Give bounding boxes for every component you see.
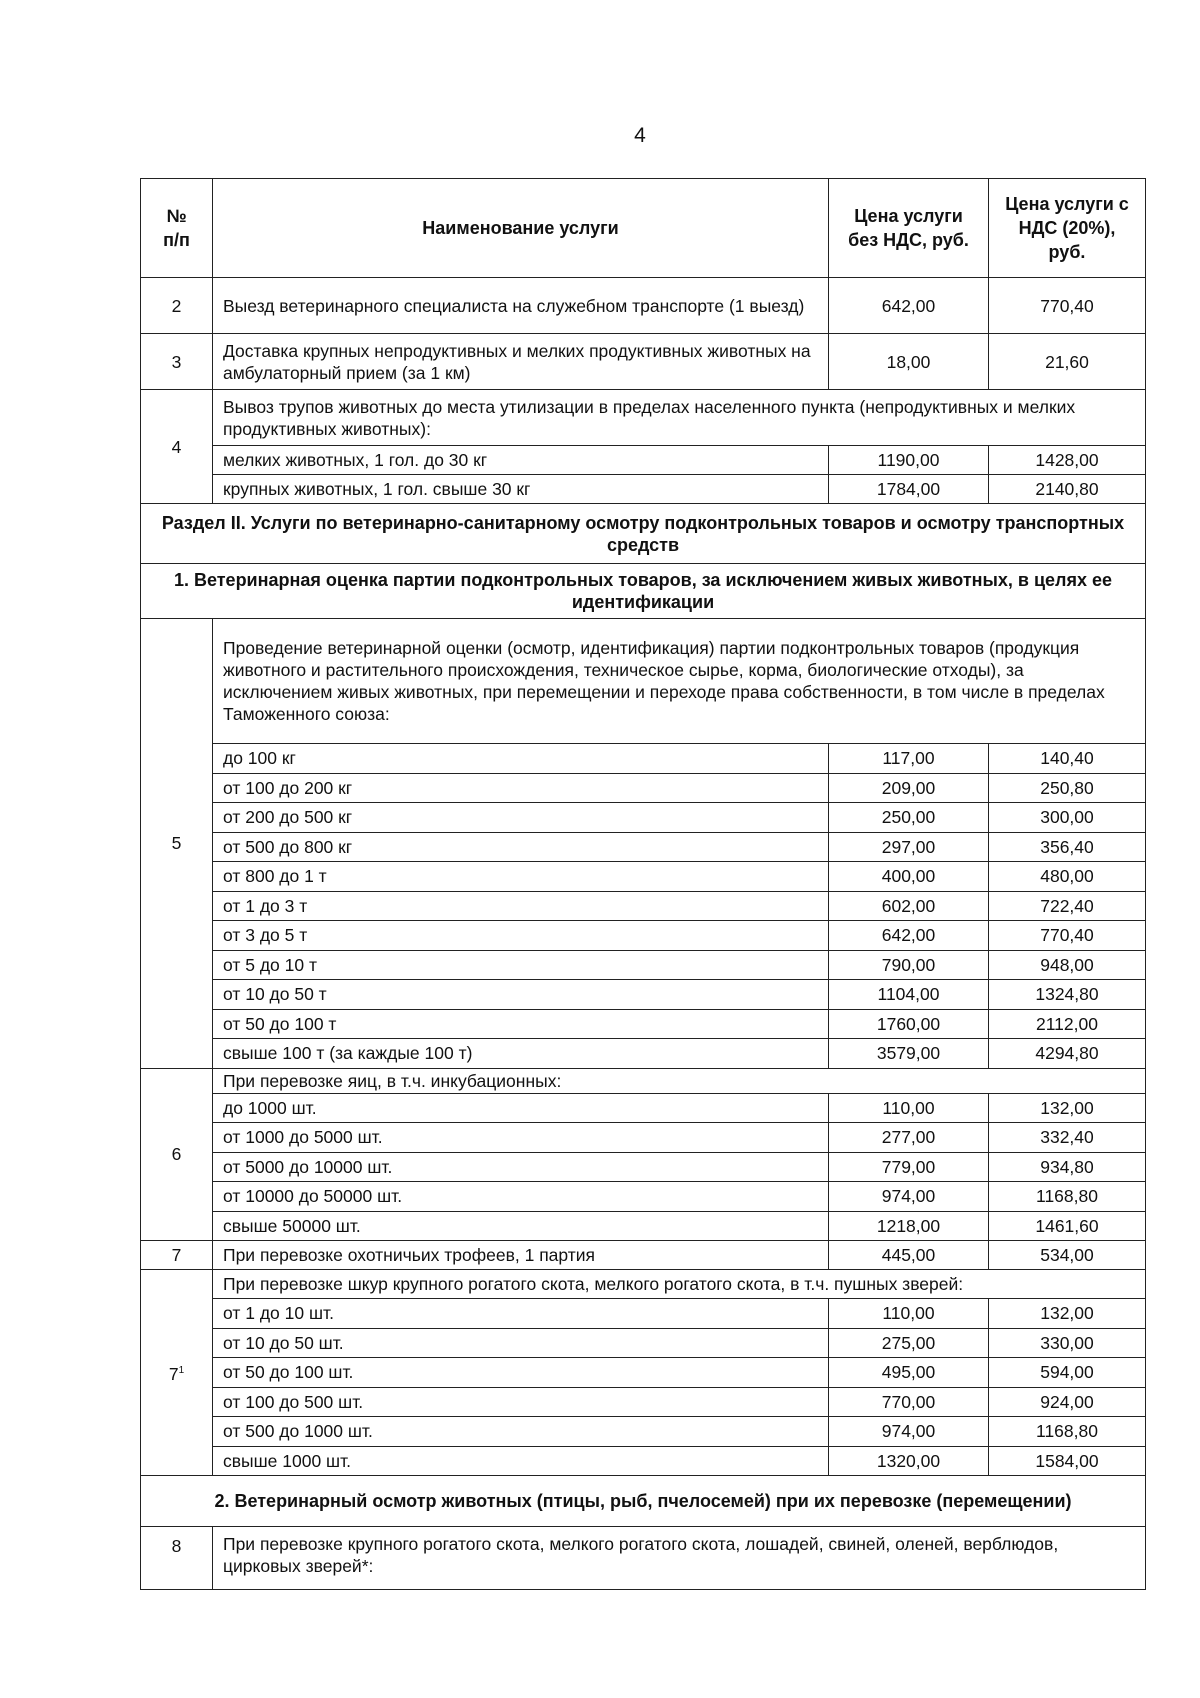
service-name: от 10000 до 50000 шт. [213,1182,829,1212]
price-cell: 924,00 [989,1387,1146,1417]
price-cell: 1190,00 [829,446,989,475]
price-cell: 277,00 [829,1123,989,1153]
service-name: от 100 до 200 кг [213,773,829,803]
subsection-heading [141,1476,1146,1527]
price-cell: 534,00 [989,1241,1146,1270]
row-number: 2 [141,278,213,334]
price-cell: 480,00 [989,862,1146,892]
service-name: от 500 до 800 кг [213,832,829,862]
table-row [141,334,1146,390]
service-name: Доставка крупных непродуктивных и мелких продуктивных животных на амбулаторный прием (за 1 км) [213,334,829,390]
price-cell: 722,40 [989,891,1146,921]
service-name: от 50 до 100 т [213,1009,829,1039]
price-cell: 1461,60 [989,1211,1146,1241]
service-name: от 200 до 500 кг [213,803,829,833]
table-row [141,1446,1146,1476]
price-cell: 21,60 [989,334,1146,390]
row-number-text: 4 [171,436,182,457]
table-row [141,1182,1146,1212]
service-name: При перевозке яиц, в т.ч. инкубационных: [213,1068,1146,1093]
table-row [141,891,1146,921]
price-cell: 110,00 [829,1299,989,1329]
service-name: от 1 до 3 т [213,891,829,921]
price-cell: 117,00 [829,744,989,774]
subsection-title: 2. Ветеринарный осмотр животных (птицы, рыб, пчелосемей) при их перевозке (перемещении) [141,1476,1146,1527]
page-number: 4 [634,124,646,147]
header-name: Наименование услуги [213,179,829,278]
service-name: до 100 кг [213,744,829,774]
table-row [141,1039,1146,1069]
service-name: от 5000 до 10000 шт. [213,1152,829,1182]
service-name: При перевозке крупного рогатого скота, мелкого рогатого скота, лошадей, свиней, оленей, верблюдов, цирковых зверей*: [213,1527,1146,1590]
table-row [141,1241,1146,1270]
price-cell: 297,00 [829,832,989,862]
price-cell: 602,00 [829,891,989,921]
price-cell: 770,00 [829,1387,989,1417]
table-row [141,1417,1146,1447]
price-cell: 790,00 [829,950,989,980]
table-row [141,1009,1146,1039]
price-cell: 1320,00 [829,1446,989,1476]
header-num: № п/п [141,179,213,278]
service-name: от 5 до 10 т [213,950,829,980]
price-cell: 1584,00 [989,1446,1146,1476]
price-cell: 495,00 [829,1358,989,1388]
table-row [141,921,1146,951]
price-cell: 275,00 [829,1328,989,1358]
service-name: мелких животных, 1 гол. до 30 кг [213,446,829,475]
price-cell: 445,00 [829,1241,989,1270]
service-name: от 1000 до 5000 шт. [213,1123,829,1153]
price-cell: 209,00 [829,773,989,803]
service-name: свыше 1000 шт. [213,1446,829,1476]
price-cell: 2140,80 [989,475,1146,504]
service-name: При перевозке охотничьих трофеев, 1 партия [213,1241,829,1270]
section-title: Раздел II. Услуги по ветеринарно-санитарному осмотру подконтрольных товаров и осмотру транспортных средств [141,504,1146,564]
table-row [141,1093,1146,1123]
service-name: от 1 до 10 шт. [213,1299,829,1329]
table-row [141,980,1146,1010]
row-number-text: 7 [168,1363,179,1384]
row-number-superscript: 1 [178,1365,185,1377]
price-cell: 594,00 [989,1358,1146,1388]
subsection-heading [141,564,1146,619]
row-number [141,619,213,1069]
price-cell: 330,00 [989,1328,1146,1358]
table-row [141,1270,1146,1299]
price-cell: 1104,00 [829,980,989,1010]
table-row [141,803,1146,833]
table-row [141,475,1146,504]
price-cell: 3579,00 [829,1039,989,1069]
price-cell: 356,40 [989,832,1146,862]
price-cell: 1324,80 [989,980,1146,1010]
price-cell: 18,00 [829,334,989,390]
table-row [141,1068,1146,1093]
service-name: Выезд ветеринарного специалиста на служебном транспорте (1 выезд) [213,278,829,334]
table-row [141,390,1146,446]
service-name: свыше 100 т (за каждые 100 т) [213,1039,829,1069]
service-name: При перевозке шкур крупного рогатого скота, мелкого рогатого скота, в т.ч. пушных зверей: [213,1270,1146,1299]
price-cell: 1784,00 [829,475,989,504]
table-header [141,179,1146,278]
price-cell: 4294,80 [989,1039,1146,1069]
subsection-title: 1. Ветеринарная оценка партии подконтрольных товаров, за исключением живых животных, в целях ее идентификации [141,564,1146,619]
price-cell: 974,00 [829,1417,989,1447]
service-name: крупных животных, 1 гол. свыше 30 кг [213,475,829,504]
table-row [141,950,1146,980]
table-row [141,1358,1146,1388]
row-number [141,1068,213,1241]
section-heading [141,504,1146,564]
service-name: от 3 до 5 т [213,921,829,951]
table-row [141,1527,1146,1590]
table-row [141,1328,1146,1358]
table-row [141,862,1146,892]
price-cell: 110,00 [829,1093,989,1123]
service-name: от 10 до 50 т [213,980,829,1010]
price-cell: 132,00 [989,1093,1146,1123]
price-cell: 934,80 [989,1152,1146,1182]
price-cell: 770,40 [989,278,1146,334]
row-number: 7 [141,1241,213,1270]
service-name: от 800 до 1 т [213,862,829,892]
price-cell: 642,00 [829,278,989,334]
row-number [141,390,213,504]
price-cell: 1168,80 [989,1182,1146,1212]
table-row [141,1299,1146,1329]
price-cell: 140,40 [989,744,1146,774]
service-name: от 50 до 100 шт. [213,1358,829,1388]
price-table [140,178,1146,1590]
service-name: от 100 до 500 шт. [213,1387,829,1417]
price-cell: 1760,00 [829,1009,989,1039]
service-name: до 1000 шт. [213,1093,829,1123]
price-cell: 779,00 [829,1152,989,1182]
table-row [141,619,1146,744]
price-cell: 332,40 [989,1123,1146,1153]
price-cell: 642,00 [829,921,989,951]
price-cell: 770,40 [989,921,1146,951]
table-row [141,1387,1146,1417]
table-row [141,1211,1146,1241]
row-number: 8 [141,1527,213,1590]
price-cell: 1218,00 [829,1211,989,1241]
header-price: Цена услуги без НДС, руб. [829,179,989,278]
price-cell: 974,00 [829,1182,989,1212]
price-cell: 300,00 [989,803,1146,833]
price-cell: 250,80 [989,773,1146,803]
price-cell: 400,00 [829,862,989,892]
price-cell: 1168,80 [989,1417,1146,1447]
service-name: от 10 до 50 шт. [213,1328,829,1358]
table-row [141,446,1146,475]
table-row [141,832,1146,862]
table-row [141,1123,1146,1153]
table-row [141,278,1146,334]
row-number-text: 5 [171,833,182,854]
table-row [141,1152,1146,1182]
service-name: от 500 до 1000 шт. [213,1417,829,1447]
row-number: 3 [141,334,213,390]
header-price-vat: Цена услуги с НДС (20%), руб. [989,179,1146,278]
price-cell: 250,00 [829,803,989,833]
table-row [141,773,1146,803]
service-name: свыше 50000 шт. [213,1211,829,1241]
price-cell: 132,00 [989,1299,1146,1329]
table-row [141,744,1146,774]
price-cell: 1428,00 [989,446,1146,475]
service-name: Вывоз трупов животных до места утилизации в пределах населенного пункта (непродуктивных и мелких продуктивных животных): [213,390,1146,446]
row-number-text: 6 [171,1144,182,1165]
price-cell: 2112,00 [989,1009,1146,1039]
price-cell: 948,00 [989,950,1146,980]
row-number [141,1270,213,1476]
service-name: Проведение ветеринарной оценки (осмотр, идентификация) партии подконтрольных товаров (продукция животного и растительного происхождения, техническое сырье, корма, биологические отходы), за исключением живых животных, при перемещении и переходе права собственности, в том числе в пределах Таможенного союза: [213,619,1146,744]
